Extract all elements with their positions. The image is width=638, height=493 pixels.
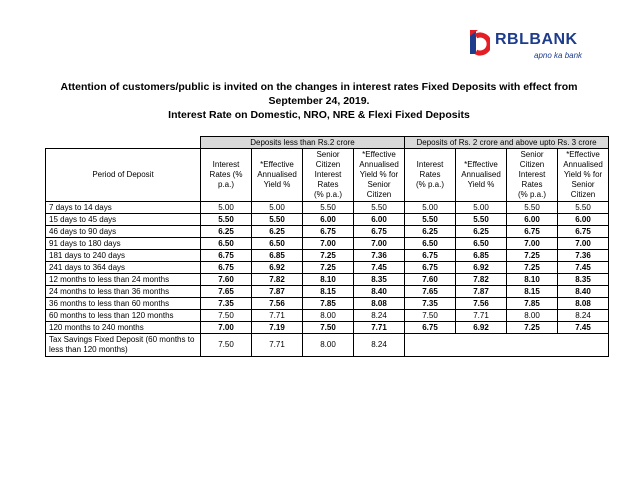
rate-cell: 7.71 (252, 334, 303, 357)
column-header-line: Citizen (315, 160, 341, 169)
notice-heading (30, 80, 608, 122)
rate-cell: 6.92 (252, 262, 303, 274)
table-row (46, 298, 609, 310)
rate-cell: 7.85 (507, 298, 558, 310)
rate-cell: 7.00 (507, 238, 558, 250)
rate-cell: 7.65 (405, 286, 456, 298)
rate-cell: 7.19 (252, 322, 303, 334)
rate-cell: 7.50 (201, 334, 252, 357)
rate-cell: 6.25 (252, 226, 303, 238)
rate-cell: 5.00 (456, 202, 507, 214)
brand-name: RBLBANK (495, 31, 578, 48)
rate-cell: 7.00 (303, 238, 354, 250)
rate-cell: 7.35 (201, 298, 252, 310)
rate-cell: 8.24 (354, 310, 405, 322)
brand-tagline: apno ka bank (534, 51, 583, 60)
group-header: Deposits less than Rs.2 crore (201, 137, 405, 149)
column-header-line: (% p.a.) (415, 180, 444, 189)
rate-cell: 6.50 (201, 238, 252, 250)
column-header (456, 149, 507, 202)
empty-cell (405, 334, 609, 357)
column-header-line: Yield % (467, 180, 495, 189)
column-header-line: Citizen (519, 160, 545, 169)
rate-cell: 5.50 (558, 202, 609, 214)
column-header-line: Citizen (366, 190, 392, 199)
column-header-line: Senior (367, 180, 391, 189)
rate-cell: 8.10 (303, 274, 354, 286)
column-header (201, 149, 252, 202)
rate-cell: 7.87 (252, 286, 303, 298)
rate-cell: 7.45 (558, 262, 609, 274)
rate-cell: 6.00 (303, 214, 354, 226)
table-row (46, 274, 609, 286)
column-header-line: Senior (571, 180, 595, 189)
column-header-line: Interest (518, 170, 546, 179)
rate-cell: 6.75 (405, 250, 456, 262)
period-cell: 46 days to 90 days (46, 226, 201, 238)
rate-cell: 6.75 (405, 262, 456, 274)
rbl-bank-logo (468, 28, 598, 68)
period-cell: 241 days to 364 days (46, 262, 201, 274)
column-header-line: Rates (521, 180, 543, 189)
rate-cell: 5.50 (201, 214, 252, 226)
rate-cell: 6.75 (507, 226, 558, 238)
column-header-line: *Effective (362, 150, 396, 159)
group-header-row (46, 137, 609, 149)
rate-cell: 7.00 (201, 322, 252, 334)
rate-cell: 7.25 (303, 262, 354, 274)
column-header (558, 149, 609, 202)
rate-cell: 7.00 (558, 238, 609, 250)
rate-cell: 7.45 (558, 322, 609, 334)
rate-cell: 7.71 (456, 310, 507, 322)
column-header-line: Rates (% (209, 170, 243, 179)
rate-cell: 6.85 (252, 250, 303, 262)
rate-cell: 8.08 (558, 298, 609, 310)
rate-cell: 6.75 (201, 250, 252, 262)
rate-cell: 7.50 (201, 310, 252, 322)
rate-cell: 6.92 (456, 322, 507, 334)
rate-cell: 7.25 (507, 322, 558, 334)
rate-cell: 6.75 (354, 226, 405, 238)
column-header (303, 149, 354, 202)
period-cell: 91 days to 180 days (46, 238, 201, 250)
period-cell: 24 months to less than 36 months (46, 286, 201, 298)
rate-cell: 7.85 (303, 298, 354, 310)
column-header-line: *Effective (260, 160, 294, 169)
column-header-line: Senior (316, 150, 340, 159)
rate-cell: 5.50 (354, 202, 405, 214)
rate-cell: 7.82 (252, 274, 303, 286)
rate-cell: 7.60 (405, 274, 456, 286)
table-row (46, 226, 609, 238)
period-header: Period of Deposit (46, 149, 201, 202)
column-header-line: Rates (317, 180, 339, 189)
column-header-line: Interest (416, 160, 444, 169)
rate-cell: 5.50 (303, 202, 354, 214)
rate-cell: 6.85 (456, 250, 507, 262)
rate-cell: 8.00 (507, 310, 558, 322)
rate-cell: 6.25 (405, 226, 456, 238)
rate-cell: 6.50 (456, 238, 507, 250)
table-row (46, 334, 609, 357)
rate-cell: 6.50 (252, 238, 303, 250)
table-row (46, 202, 609, 214)
table-row (46, 286, 609, 298)
rate-cell: 7.71 (354, 322, 405, 334)
rate-cell: 8.15 (507, 286, 558, 298)
column-header-line: Interest (314, 170, 342, 179)
table-row (46, 238, 609, 250)
notice-line-1: Attention of customers/public is invited on the changes in interest rates Fixed Deposits with effect from (60, 81, 578, 93)
column-header (252, 149, 303, 202)
rate-cell: 7.36 (558, 250, 609, 262)
rate-cell: 8.24 (354, 334, 405, 357)
rate-cell: 6.00 (507, 214, 558, 226)
rate-cell: 7.82 (456, 274, 507, 286)
rate-cell: 8.10 (507, 274, 558, 286)
rate-cell: 8.40 (354, 286, 405, 298)
rate-cell: 7.60 (201, 274, 252, 286)
blank-corner-cell (46, 137, 201, 149)
rate-cell: 5.50 (405, 214, 456, 226)
rate-cell: 6.25 (456, 226, 507, 238)
rate-cell: 7.56 (252, 298, 303, 310)
column-header-line: (% p.a.) (517, 190, 546, 199)
column-header-line: (% p.a.) (313, 190, 342, 199)
rbl-logo-icon (468, 28, 490, 56)
rate-cell: 6.00 (558, 214, 609, 226)
period-cell: 12 months to less than 24 months (46, 274, 201, 286)
period-cell: 7 days to 14 days (46, 202, 201, 214)
rate-cell: 6.92 (456, 262, 507, 274)
rate-cell: 7.35 (405, 298, 456, 310)
rate-cell: 8.00 (303, 310, 354, 322)
rate-cell: 6.75 (405, 322, 456, 334)
rate-cell: 7.71 (252, 310, 303, 322)
rate-cell: 5.00 (252, 202, 303, 214)
rate-cell: 8.24 (558, 310, 609, 322)
table-row (46, 214, 609, 226)
interest-rate-table (45, 136, 609, 357)
column-header-line: *Effective (464, 160, 498, 169)
rate-cell: 6.75 (201, 262, 252, 274)
rate-cell: 6.25 (201, 226, 252, 238)
column-header (405, 149, 456, 202)
rate-cell: 8.35 (354, 274, 405, 286)
rate-cell: 7.25 (507, 262, 558, 274)
column-header-line: Yield % for (563, 170, 603, 179)
column-header-line: p.a.) (217, 180, 234, 189)
period-cell: 120 months to 240 months (46, 322, 201, 334)
period-cell: 36 months to less than 60 months (46, 298, 201, 310)
column-header-line: Citizen (570, 190, 596, 199)
rate-cell: 5.00 (201, 202, 252, 214)
rate-cell: 8.40 (558, 286, 609, 298)
rate-cell: 6.75 (558, 226, 609, 238)
rate-cell: 8.00 (303, 334, 354, 357)
rate-cell: 7.65 (201, 286, 252, 298)
rate-cell: 7.36 (354, 250, 405, 262)
column-header-line: Yield % (263, 180, 291, 189)
column-header-line: Annualised (359, 160, 399, 169)
table-row (46, 310, 609, 322)
rate-cell: 7.45 (354, 262, 405, 274)
group-header: Deposits of Rs. 2 crore and above upto Rs. 3 crore (405, 137, 609, 149)
column-header-line: Annualised (461, 170, 501, 179)
rate-cell: 5.50 (456, 214, 507, 226)
notice-line-3: Interest Rate on Domestic, NRO, NRE & Flexi Fixed Deposits (168, 109, 470, 121)
period-cell: 15 days to 45 days (46, 214, 201, 226)
column-header-line: Senior (520, 150, 544, 159)
table-row (46, 322, 609, 334)
rate-cell: 5.00 (405, 202, 456, 214)
column-header-line: Annualised (257, 170, 297, 179)
rate-cell: 6.75 (303, 226, 354, 238)
column-header-line: Yield % for (359, 170, 399, 179)
rate-cell: 7.25 (303, 250, 354, 262)
column-header-row (46, 149, 609, 202)
rate-cell: 7.50 (405, 310, 456, 322)
column-header (354, 149, 405, 202)
rate-cell: 8.08 (354, 298, 405, 310)
rate-cell: 8.35 (558, 274, 609, 286)
period-cell: 181 days to 240 days (46, 250, 201, 262)
period-cell: Tax Savings Fixed Deposit (60 months to less than 120 months) (46, 334, 201, 357)
table-row (46, 250, 609, 262)
notice-line-2: September 24, 2019. (268, 95, 370, 107)
table-row (46, 262, 609, 274)
rate-cell: 7.25 (507, 250, 558, 262)
rate-cell: 7.00 (354, 238, 405, 250)
rate-cell: 6.00 (354, 214, 405, 226)
rate-cell: 7.56 (456, 298, 507, 310)
rate-cell: 5.50 (252, 214, 303, 226)
rate-cell: 7.50 (303, 322, 354, 334)
column-header-line: Interest (212, 160, 240, 169)
column-header-line: *Effective (566, 150, 600, 159)
column-header-line: Annualised (563, 160, 603, 169)
column-header (507, 149, 558, 202)
rate-cell: 7.87 (456, 286, 507, 298)
period-cell: 60 months to less than 120 months (46, 310, 201, 322)
column-header-line: Rates (419, 170, 441, 179)
rate-cell: 5.50 (507, 202, 558, 214)
rate-cell: 8.15 (303, 286, 354, 298)
rate-cell: 6.50 (405, 238, 456, 250)
